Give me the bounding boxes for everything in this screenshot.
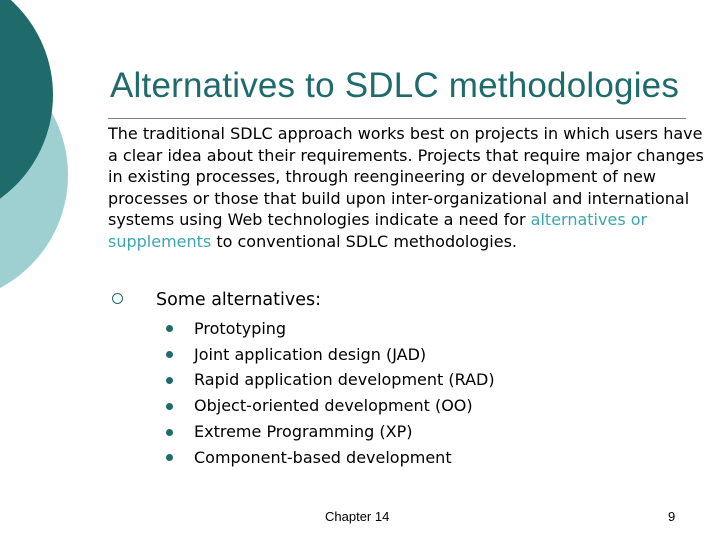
list-item — [164, 368, 495, 394]
page-number: 9 — [668, 509, 676, 524]
list-item-label: Rapid application development (RAD) — [194, 370, 495, 390]
paragraph-text-end: to conventional SDLC methodologies. — [211, 231, 517, 251]
list-item-label: Object-oriented development (OO) — [194, 396, 473, 416]
bullet-dot-icon — [166, 377, 173, 384]
list-item-label: Joint application design (JAD) — [194, 344, 427, 364]
footer-chapter: Chapter 14 — [325, 509, 390, 524]
paragraph-highlight: alternatives or supplements — [108, 210, 648, 251]
list-item-label: Prototyping — [194, 318, 287, 338]
alternatives-heading: Some alternatives: — [156, 290, 321, 310]
bullet-dot-icon — [166, 403, 173, 410]
paragraph-text-start: The traditional SDLC approach works best on projects in which users have a clear idea about their requirements. Projects that require major changes in existing processes, through reengineering or development of new processes or those that build upon inter-organizational and international systems using Web technologies indicate a need for — [108, 124, 704, 229]
list-item-label: Component-based development — [194, 447, 452, 467]
list-item — [164, 393, 495, 419]
alternatives-list — [164, 316, 495, 471]
decorative-teal-circles — [0, 0, 120, 300]
slide-title: Alternatives to SDLC methodologies — [110, 66, 680, 105]
alternatives-bullet — [112, 289, 321, 311]
bullet-dot-icon — [166, 351, 173, 358]
title-divider — [108, 118, 686, 119]
list-item — [164, 316, 495, 342]
intro-paragraph — [108, 123, 708, 252]
bullet-dot-icon — [166, 429, 173, 436]
list-item — [164, 445, 495, 471]
list-item — [164, 419, 495, 445]
list-item — [164, 342, 495, 368]
bullet-dot-icon — [166, 454, 173, 461]
list-item-label: Extreme Programming (XP) — [194, 422, 413, 442]
bullet-dot-icon — [166, 325, 173, 332]
hollow-circle-bullet-icon — [112, 293, 123, 304]
